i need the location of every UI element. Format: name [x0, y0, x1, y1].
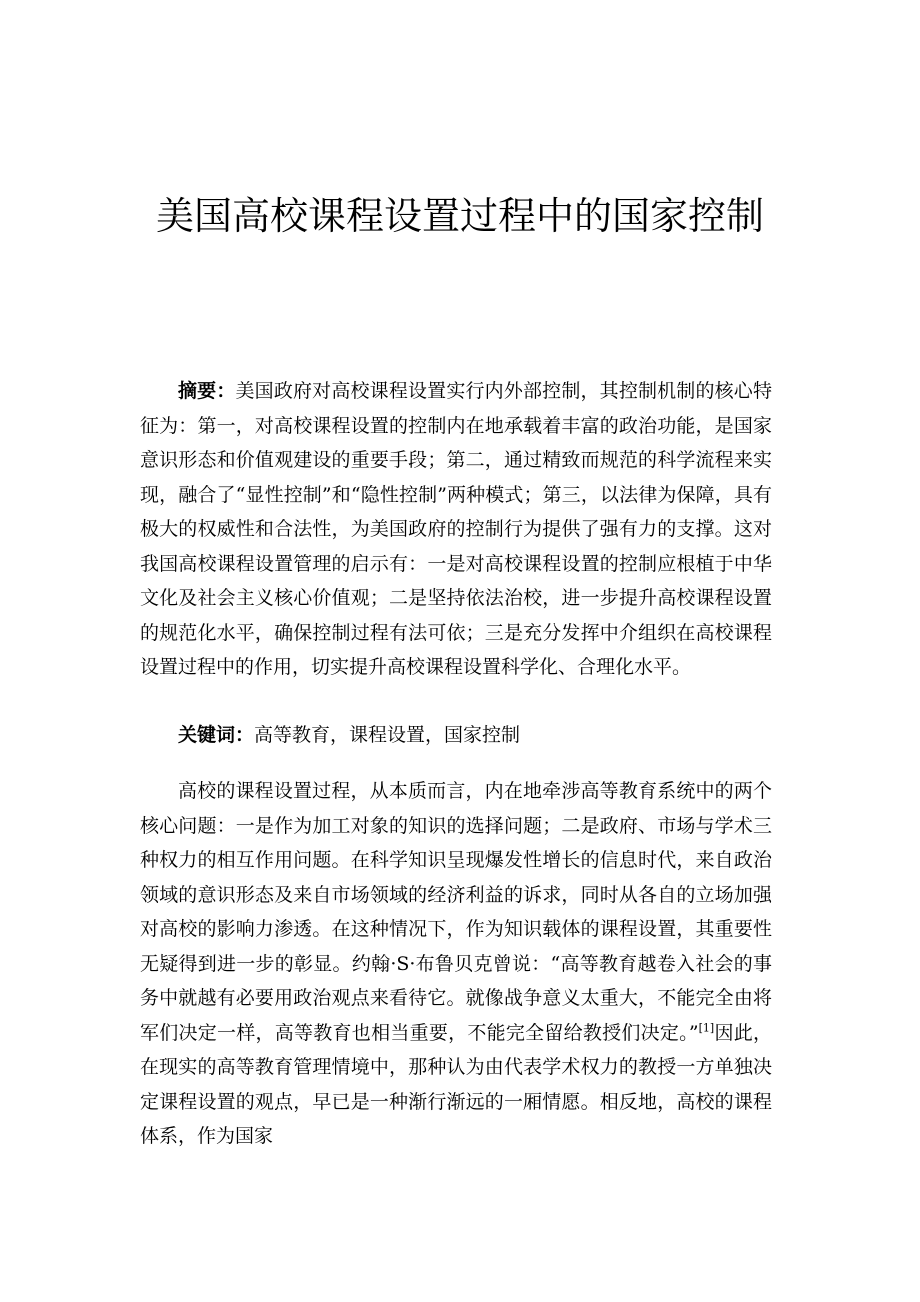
document-title: 美国高校课程设置过程中的国家控制	[155, 194, 764, 238]
keywords-label: 关键词：	[178, 724, 255, 746]
body-paragraph	[140, 774, 772, 1154]
keywords-text: 高等教育，课程设置，国家控制	[254, 724, 521, 746]
abstract-paragraph	[140, 374, 772, 685]
abstract-text: 美国政府对高校课程设置实行内外部控制，其控制机制的核心特征为：第一，对高校课程设置的控制内在地承载着丰富的政治功能，是国家意识形态和价值观建设的重要手段；第二，通过精致而规范的科学流程来实现，融合了“显性控制”和“隐性控制”两种模式；第三，以法律为保障，具有极大的权威性和合法性，为美国政府的控制行为提供了强有力的支撑。这对我国高校课程设置管理的启示有：一是对高校课程设置的控制应根植于中华文化及社会主义核心价值观；二是坚持依法治校，进一步提升高校课程设置的规范化水平，确保控制过程有法可依；三是充分发挥中介组织在高校课程设置过程中的作用，切实提升高校课程设置科学化、合理化水平。	[140, 380, 772, 678]
body-text-part2: 因此，在现实的高等教育管理情境中，那种认为由代表学术权力的教授一方单独决定课程设置的观点，早已是一种渐行渐远的一厢情愿。相反地，高校的课程体系，作为国家	[140, 1021, 772, 1147]
citation-marker: [1]	[698, 1021, 715, 1035]
keywords-paragraph	[140, 718, 772, 753]
abstract-label: 摘要：	[178, 380, 236, 402]
body-text-part1: 高校的课程设置过程，从本质而言，内在地牵涉高等教育系统中的两个核心问题：一是作为加工对象的知识的选择问题；二是政府、市场与学术三种权力的相互作用问题。在科学知识呈现爆发性增长的信息时代，来自政治领域的意识形态及来自市场领域的经济利益的诉求，同时从各自的立场加强对高校的影响力渗透。在这种情况下，作为知识载体的课程设置，其重要性无疑得到进一步的彰显。约翰·S·布鲁贝克曾说：“高等教育越卷入社会的事务中就越有必要用政治观点来看待它。就像战争意义太重大，不能完全由将军们决定一样，高等教育也相当重要，不能完全留给教授们决定。”	[140, 780, 772, 1044]
